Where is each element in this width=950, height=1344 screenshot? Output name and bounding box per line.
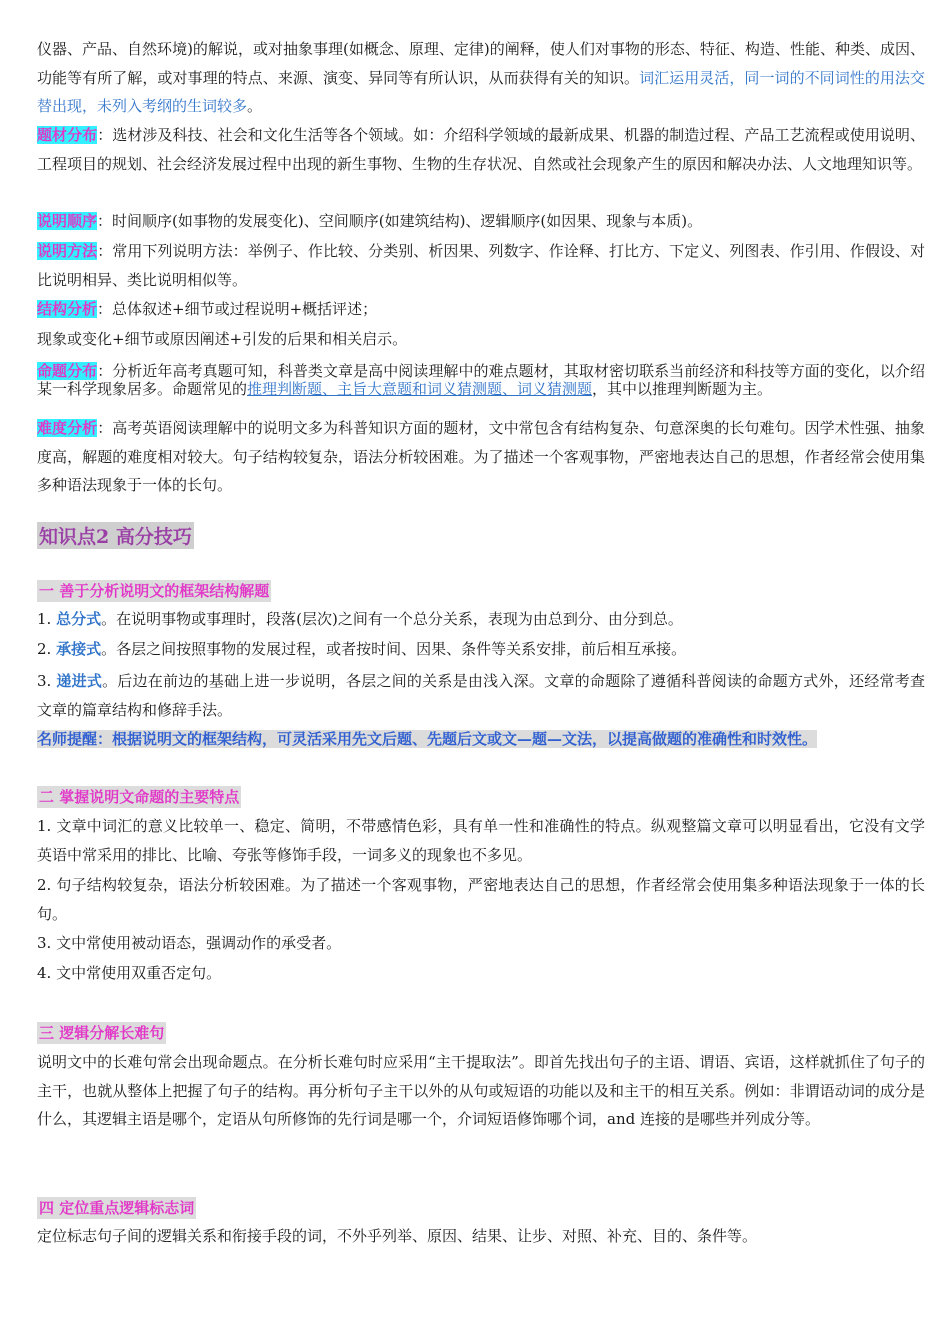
intro-paragraph [37, 35, 925, 121]
question-types-link[interactable]: 推理判断题、主旨大意题和词义猜测题、词义猜测题 [247, 380, 593, 398]
intro-text: 仪器、产品、自然环境)的解说，或对抽象事理(如概念、原理、定律)的阐释，使人们对事物的形态、特征、构造、性能、种类、成因、功能等有所了解，或对事理的特点、来源、演变、异同等有所认识，从而获得有关的知识。 [37, 40, 925, 87]
section-4-heading: 四 定位重点逻辑标志词 [39, 1199, 195, 1217]
section-1-heading: 一 善于分析说明文的框架结构解题 [39, 582, 270, 600]
difficulty-paragraph [37, 414, 925, 500]
topic-text: ：选材涉及科技、社会和文化生活等各个领域。如：介绍科学领域的最新成果、机器的制造过程、产品工艺流程或使用说明、工程项目的规划、社会经济发展过程中出现的新生事物、生物的生存状况、自然或社会现象产生的原因和解决办法、人文地理知识等。 [37, 126, 925, 173]
s2-item-4: 4. 文中常使用双重否定句。 [37, 964, 222, 982]
s1-item-1: 1. 总分式。在说明事物或事理时，段落(层次)之间有一个总分关系，表现为由总到分、由分到总。 [37, 610, 683, 628]
s2-item-1: 1. 文章中词汇的意义比较单一、稳定、简明，不带感情色彩，具有单一性和准确性的特点。纵观整篇文章可以明显看出，它没有文学英语中常采用的排比、比喻、夸张等修饰手段，一词多义的现象也不多见。 [37, 817, 925, 864]
section-3-heading: 三 逻辑分解长难句 [39, 1024, 165, 1042]
proposition-text: ：分析近年高考真题可知，科普类文章是高中阅读理解中的难点题材，其取材密切联系当前经济和科技等方面的变化，以介绍某一科学现象居多。命题常见的 [37, 362, 925, 398]
knowledge-point-heading: 知识点2 高分技巧 [37, 522, 194, 549]
structure-label: 结构分析 [37, 300, 98, 318]
s1-term-1: 总分式 [56, 610, 102, 628]
s2-item-2: 2. 句子结构较复杂，语法分析较困难。为了描述一个客观事物，严密地表达自己的思想，作者经常会使用集多种语法现象于一体的长句。 [37, 876, 925, 923]
topic-label: 题材分布 [37, 126, 98, 144]
proposition-label: 命题分布 [37, 362, 98, 380]
proposition-paragraph [37, 362, 925, 398]
method-label: 说明方法 [37, 242, 98, 260]
structure-text: ：总体叙述+细节或过程说明+概括评述； [97, 300, 378, 318]
method-text: ：常用下列说明方法：举例子、作比较、分类别、析因果、列数字、作诠释、打比方、下定义、列图表、作引用、作假设、对比说明相异、类比说明相似等。 [37, 242, 925, 289]
proposition-end: ，其中以推理判断题为主。 [592, 380, 773, 398]
section-2-heading: 二 掌握说明文命题的主要特点 [39, 788, 240, 806]
structure-line2: 现象或变化+细节或原因阐述+引发的后果和相关启示。 [37, 330, 408, 348]
s1-item-2: 2. 承接式。各层之间按照事物的发展过程，或者按时间、因果、条件等关系安排，前后相互承接。 [37, 640, 687, 658]
teacher-tip-text: 名师提醒：根据说明文的框架结构，可灵活采用先文后题、先题后文或文—题—文法，以提高做题的准确性和时效性。 [37, 730, 818, 748]
order-text: ：时间顺序(如事物的发展变化)、空间顺序(如建筑结构)、逻辑顺序(如因果、现象与本质)。 [97, 212, 703, 230]
difficulty-text: ：高考英语阅读理解中的说明文多为科普知识方面的题材，文中常包含有结构复杂、句意深奥的长句难句。因学术性强、抽象度高，解题的难度相对较大。句子结构较复杂，语法分析较困难。为了描述一个客观事物，严密地表达自己的思想，作者经常会使用集多种语法现象于一体的长句。 [37, 419, 925, 494]
s1-term-2: 承接式 [56, 640, 102, 658]
intro-highlight: 词汇运用灵活，同一词的不同词性的用法交替出现，未列入考纲的生词较多 [37, 68, 925, 115]
s1-item-3: 3. 递进式。后边在前边的基础上进一步说明，各层之间的关系是由浅入深。文章的命题除了遵循科普阅读的命题方式外，还经常考查文章的篇章结构和修辞手法。 [37, 672, 925, 719]
difficulty-label: 难度分析 [37, 419, 98, 437]
s1-term-3: 递进式 [56, 672, 103, 690]
topic-paragraph [37, 121, 925, 178]
s2-item-3: 3. 文中常使用被动语态，强调动作的承受者。 [37, 934, 342, 952]
structure-paragraph [37, 295, 925, 324]
order-paragraph [37, 207, 925, 236]
method-paragraph [37, 237, 925, 294]
intro-end: 。 [247, 97, 263, 115]
s3-paragraph: 说明文中的长难句常会出现命题点。在分析长难句时应采用“主干提取法”。即首先找出句子的主语、谓语、宾语，这样就抓住了句子的主干，也就从整体上把握了句子的结构。再分析句子主干以外的从句或短语的功能以及和主干的相互关系。例如：非谓语动词的成分是什么，其逻辑主语是哪个，定语从句所修饰的先行词是哪一个，介词短语修饰哪个词，and 连接的是哪些并列成分等。 [37, 1053, 925, 1128]
order-label: 说明顺序 [37, 212, 98, 230]
s4-paragraph: 定位标志句子间的逻辑关系和衔接手段的词，不外乎列举、原因、结果、让步、对照、补充、目的、条件等。 [37, 1227, 758, 1245]
teacher-tip [37, 725, 925, 753]
